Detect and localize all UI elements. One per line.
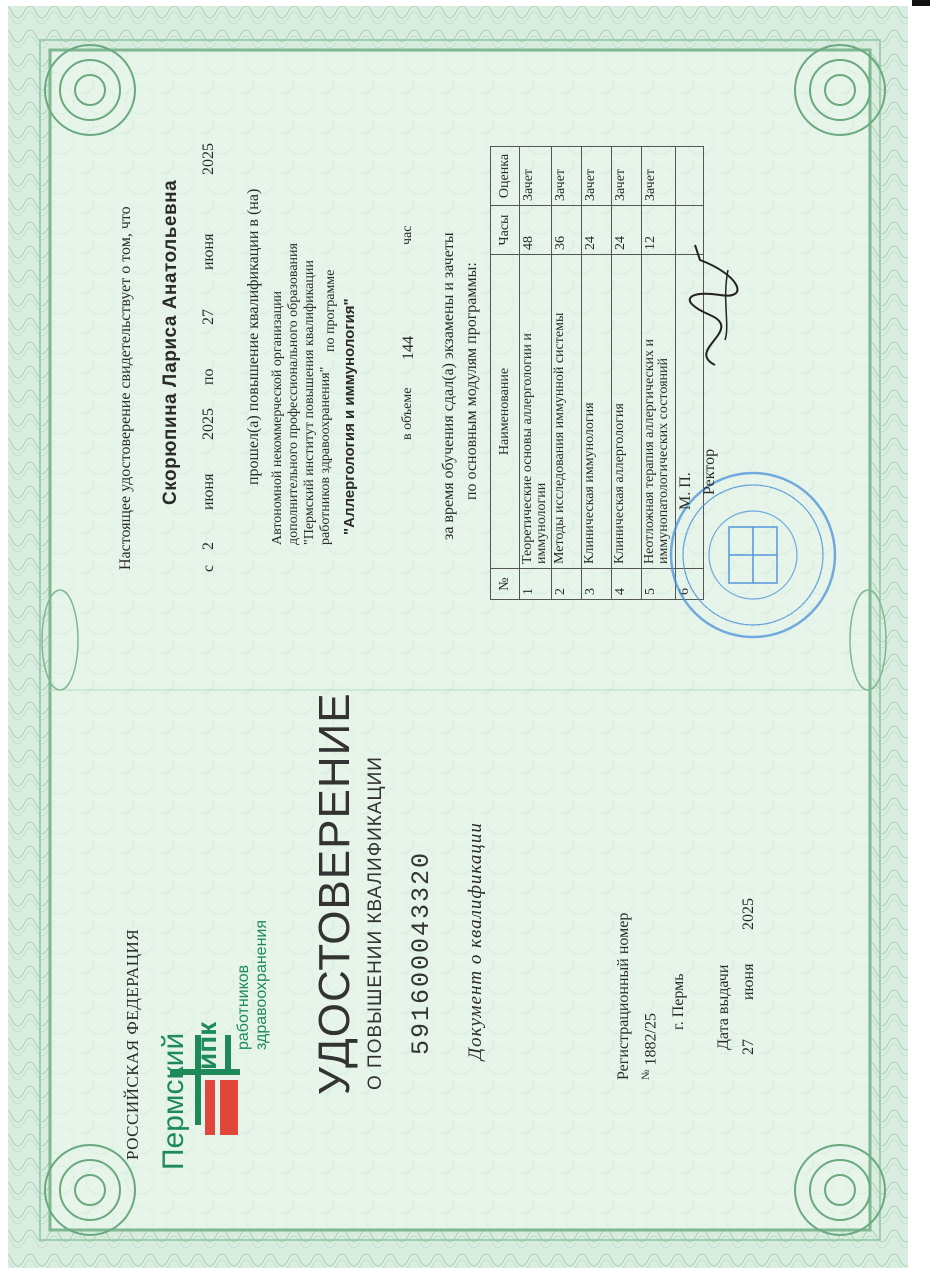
registration-number-value: 1882/25 — [642, 1013, 660, 1066]
volume-label: в объеме — [400, 387, 415, 440]
date-to-month: июня — [200, 233, 217, 270]
col-header-hours: Часы — [491, 206, 520, 255]
row-no: 1 — [520, 569, 552, 600]
issue-month: июня — [740, 963, 757, 1000]
rector-label: Ректор — [701, 448, 718, 495]
document-subtitle: О ПОВЫШЕНИИ КВАЛИФИКАЦИИ — [365, 756, 386, 1090]
city-label: г. Пермь — [670, 973, 687, 1030]
country-label: РОССИЙСКАЯ ФЕДЕРАЦИЯ — [123, 928, 142, 1160]
row-hours: 36 — [552, 206, 582, 255]
scan-edge-mark — [912, 0, 930, 6]
row-grade: Зачет — [552, 147, 582, 206]
exams-line-2: по основным модулям программы: — [463, 262, 480, 500]
logo-abbr: ипк — [191, 1021, 222, 1070]
org-line-4: работников здравоохранения" — [318, 366, 333, 545]
row-hours: 24 — [582, 206, 612, 255]
table-header-row — [491, 147, 520, 600]
row-name: Клиническая аллергология — [612, 255, 642, 569]
table-row — [552, 147, 582, 600]
registration-number: № 1882/25 — [640, 1013, 660, 1080]
table-row — [520, 147, 552, 600]
serial-number: 591600043320 — [407, 850, 436, 1055]
table-row — [612, 147, 642, 600]
exams-line-1: за время обучения сдал(а) экзамены и зачеты — [440, 232, 457, 540]
row-hours: 12 — [642, 206, 676, 255]
row-name: Клиническая иммунология — [582, 255, 612, 569]
row-no: 4 — [612, 569, 642, 600]
issue-day: 27 — [740, 1039, 757, 1055]
date-from-month: июня — [200, 473, 217, 510]
table-row — [582, 147, 612, 600]
issue-year: 2025 — [740, 898, 757, 930]
date-from-day: 2 — [200, 542, 217, 550]
program-name: "Аллергология и иммунология" — [341, 298, 358, 535]
document-type: Документ о квалификации — [465, 822, 486, 1060]
row-name: Методы исследования иммунной системы — [552, 255, 582, 569]
row-hours: 48 — [520, 206, 552, 255]
date-from-year: 2025 — [200, 408, 217, 440]
date-to-day: 27 — [200, 309, 217, 325]
program-label: по программе — [323, 269, 338, 352]
volume-unit: час — [400, 225, 415, 245]
passed-text: прошел(а) повышение квалификации в (на) — [245, 188, 262, 485]
row-name: Теоретические основы аллергологии и иммунологии — [520, 255, 552, 569]
logo-word: Пермский — [157, 1032, 190, 1170]
row-no: 2 — [552, 569, 582, 600]
org-line-3: "Пермский институт повышения квалификации — [302, 260, 317, 545]
row-grade: Зачет — [642, 147, 676, 206]
row-grade — [676, 147, 704, 206]
row-grade: Зачет — [520, 147, 552, 206]
row-grade: Зачет — [612, 147, 642, 206]
col-header-grade: Оценка — [491, 147, 520, 206]
registration-label: Регистрационный номер — [615, 912, 632, 1080]
date-from-prefix: с — [200, 564, 217, 572]
org-line-1: Автономной некоммерческой организации — [270, 290, 285, 545]
row-no: 3 — [582, 569, 612, 600]
certificate-content — [95, 80, 757, 1230]
issue-date-label: Дата выдачи — [715, 964, 732, 1050]
document-title: УДОСТОВЕРЕНИЕ — [310, 692, 359, 1095]
row-no: 5 — [642, 569, 676, 600]
recipient-name: Скорюпина Лариса Анатольевна — [160, 179, 181, 505]
mp-label: М. П. — [677, 472, 694, 510]
org-line-2: дополнительного профессионального образования — [286, 243, 301, 545]
rector-signature-icon — [680, 240, 750, 370]
row-hours: 24 — [612, 206, 642, 255]
col-header-name: Наименование — [491, 255, 520, 569]
col-header-no: № — [491, 569, 520, 600]
volume-hours: 144 — [400, 336, 417, 360]
logo-subtitle: работников здравоохранения — [235, 919, 270, 1050]
row-name: Неотложная терапия аллергических и иммунопатологических состояний — [642, 255, 676, 569]
date-to-year: 2025 — [200, 143, 217, 175]
row-no: 6 — [676, 569, 704, 600]
date-to-prefix: по — [200, 368, 217, 385]
row-grade: Зачет — [582, 147, 612, 206]
intro-text: Настоящее удостоверение свидетельствует о том, что — [117, 206, 134, 570]
